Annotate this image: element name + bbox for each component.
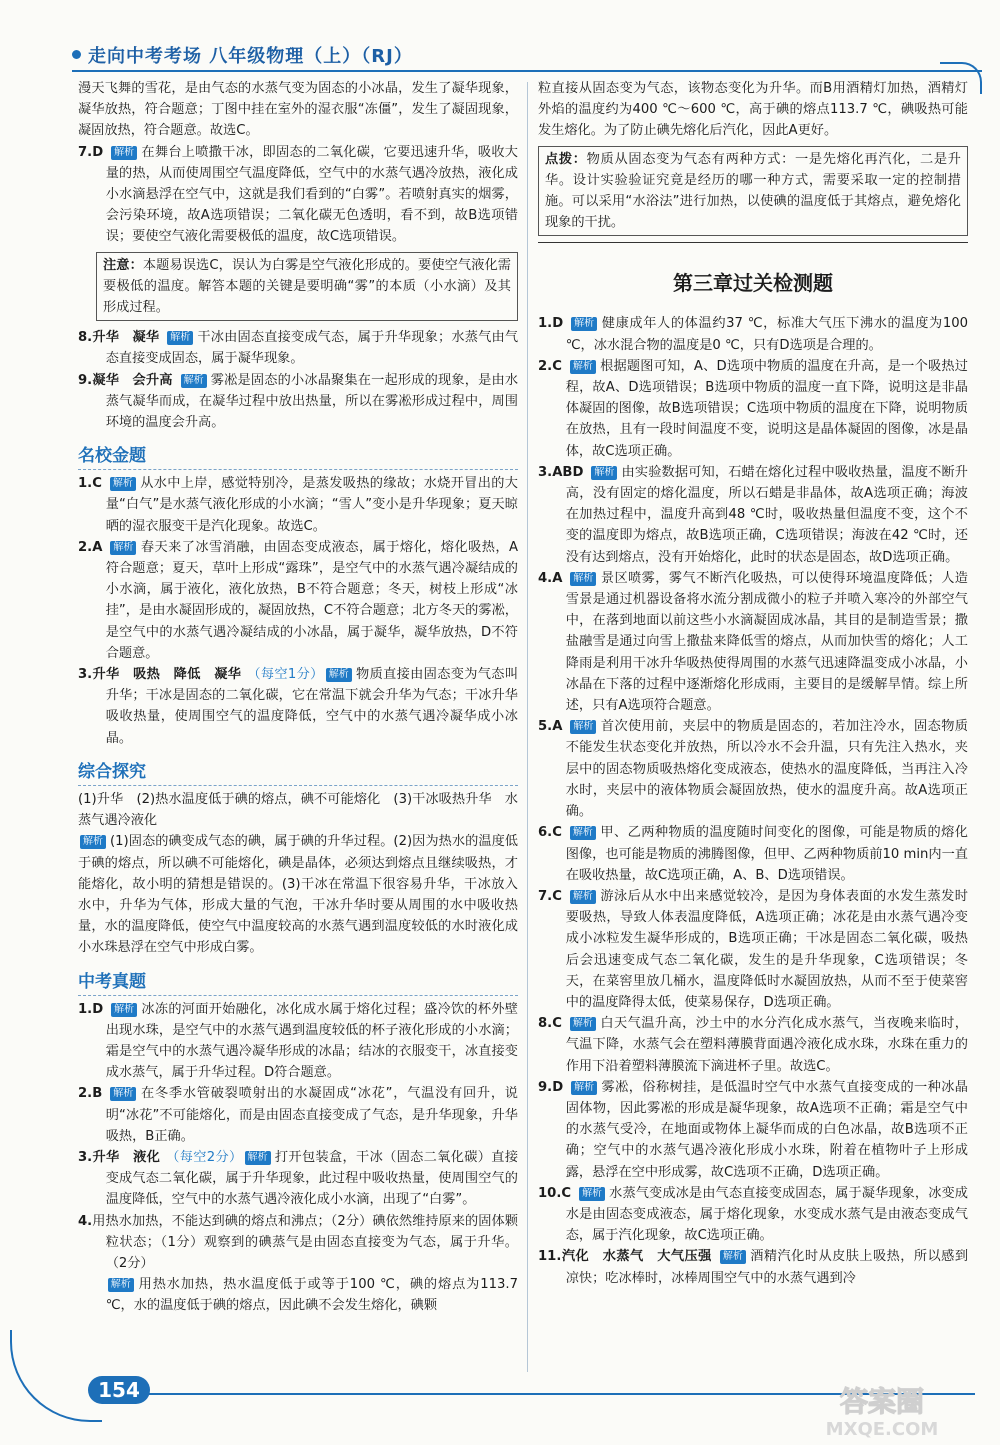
watermark-logo [792, 1381, 972, 1441]
score-note: （每空1分） [247, 667, 324, 683]
header-rule [72, 70, 982, 72]
item-text: 游泳后从水中出来感觉较冷，是因为身体表面的水发生蒸发时要吸热，导致人体表温度降低，A选项正确；冰花是由水蒸气遇冷变成小冰粒发生凝华形成的，B选项正确；干冰是固态二氧化碳，吸热后会迅速变成气态二氧化碳，发生的是升华现象，C选项错误；冬天，在菜窖里放几桶水，温度降低时水凝固放热，从而不至于使菜窖中的温度降得太低，使菜易保存，D选项正确。 [565, 888, 968, 1010]
column-divider [527, 82, 528, 1372]
item-answer: D [552, 1079, 564, 1095]
item-answer: 凝华 会升高 [92, 372, 173, 388]
book-title: 走向中考考场 八年级物理（上）（RJ） [88, 46, 413, 67]
item-text: 由实验数据可知，石蜡在熔化过程中吸收热量，温度不断升高，没有固定的熔化温度，所以石蜡是非晶体，故A选项正确；海波在加热过程中，温度升高到48 ℃时，吸收热量但温度不变，这个不变的温度即为熔点，故B选项正确，C选项错误；海波在42 ℃时，还没有达到熔点，没有开始熔化，此时的状态是固态，故D选项正确。 [565, 464, 968, 565]
item-number: 10. [538, 1185, 562, 1201]
section-heading: 综合探究 [78, 757, 518, 787]
item-text: 干冰由固态直接变成气态，属于升华现象；水蒸气由气态直接变成固态，属于凝华现象。 [105, 330, 519, 367]
item-text: 打开包装盒，干冰（固态二氧化碳）直接变成气态二氧化碳，属于升华现象，此过程中吸收热量，使周围空气的温度降低，空气中的水蒸气遇冷液化成小水滴，出现了“白雾”。 [105, 1149, 519, 1208]
answer-item [78, 999, 518, 1084]
footer-corner-curve [10, 1330, 102, 1422]
answer-item [78, 327, 518, 369]
analysis-tag: 解析 [571, 317, 597, 331]
item-number: 1. [538, 316, 553, 332]
answer-item [78, 537, 518, 664]
analysis-tag: 解析 [570, 360, 596, 374]
item-text: 甲、乙两种物质的温度随时间变化的图像，可能是物质的熔化图像，也可能是物质的沸腾图像，但甲、乙两种物质前10 min内一直在吸收热量，故C选项正确，A、B、D选项错误。 [565, 825, 968, 883]
item-answer: 升华 凝华 [92, 330, 160, 346]
item-number: 9. [78, 372, 93, 388]
item-text: 酒精汽化时从皮肤上吸热，所以感到凉快；吃冰棒时，冰棒周围空气中的水蒸气遇到冷 [565, 1249, 969, 1286]
header-bullet-icon [72, 50, 81, 59]
inquiry-answer: (1)升华 (2)热水温度低于碘的熔点，碘不可能熔化 (3)干冰吸热升华 水蒸气遇冷液化 [78, 791, 518, 829]
item-number: 4. [538, 570, 553, 586]
item-number: 2. [78, 1086, 93, 1102]
item-answer: ABD [552, 464, 584, 480]
tip-label: 点拨： [545, 151, 587, 167]
item-number: 1. [78, 476, 93, 492]
answer-item [538, 462, 968, 568]
item-text: 冰冻的河面开始融化，冰化成水属于熔化过程；盛冷饮的杯外壁出现水珠，是空气中的水蒸气遇到温度较低的杯子液化形成的小水滴；霜是空气中的水蒸气遇冷凝华形成的冰晶；结冰的衣服变干，冰直接变成水蒸气，属于升华过程。D符合题意。 [105, 1001, 518, 1081]
item-text: 健康成年人的体温约37 ℃，标准大气压下沸水的温度为100 ℃，冰水混合物的温度是0 ℃，只有D选项是合理的。 [565, 316, 968, 353]
chapter-title: 第三章过关检测题 [673, 271, 833, 296]
answer-item [78, 1083, 518, 1147]
item-answer: A [552, 570, 563, 586]
section-heading: 名校金题 [78, 441, 518, 471]
item-text: 雾凇是固态的小冰晶聚集在一起形成的现象，是由水蒸气凝华而成，在凝华过程中放出热量，所以在雾凇形成过程中，周围环境的温度会升高。 [105, 372, 519, 431]
item-text: 在冬季水管破裂喷射出的水凝固成“冰花”，气温没有回升，说明“冰花”不可能熔化，而是由固态直接变成了气态，是升华现象，升华吸热，B正确。 [105, 1086, 518, 1144]
analysis-tag: 解析 [570, 826, 596, 840]
item-number: 6. [538, 825, 553, 841]
answer-item [538, 886, 968, 1013]
answer-item [78, 142, 518, 248]
answer-item [538, 1013, 968, 1077]
analysis-tag: 解析 [591, 466, 617, 480]
tip-text: 物质从固态变为气态有两种方式：一是先熔化再汽化，二是升华。设计实验验证究竟是经历的哪一种方式，需要采取一定的控制措施。可以采用“水浴法”进行加热，以使碘的温度低于其熔点，避免熔化现象的干扰。 [545, 151, 961, 231]
analysis-tag: 解析 [110, 1087, 136, 1101]
item-number: 2. [538, 358, 553, 374]
item-answer: 升华 液化 [92, 1149, 161, 1165]
right-column [538, 78, 968, 1289]
left-column [78, 78, 518, 1317]
item-text: 春天来了冰雪消融，由固态变成液态，属于熔化，熔化吸热，A符合题意；夏天，草叶上形成“露珠”，是空气中的水蒸气遇冷凝结成的小水滴，属于液化，液化放热，B不符合题意；冬天，树枝上形成“冰挂”，是由水凝固形成的，凝固放热，C不符合题意；北方冬天的雾凇，是空气中的水蒸气遇冷凝结成的小冰晶，属于凝华，凝华放热，D不符合题意。 [105, 539, 518, 661]
item-answer: A [552, 719, 563, 735]
item-answer: 升华 吸热 降低 凝华 [92, 667, 242, 683]
item-number: 7. [78, 144, 93, 160]
svg-text:MXQE.COM: MXQE.COM [825, 1419, 939, 1440]
tip-box [538, 146, 968, 237]
item-answer: D [92, 1001, 104, 1017]
item-text: 从水中上岸，感觉特别冷，是蒸发吸热的缘故；水烧开冒出的大量“白气”是水蒸气液化形成的小水滴；“雪人”变小是升华现象；夏天晾晒的湿衣服变干是汽化现象。故选C。 [105, 476, 518, 534]
item-number: 3. [78, 667, 93, 683]
analysis-tag: 解析 [570, 720, 596, 734]
item-number: 3. [538, 464, 553, 480]
note-box [96, 252, 518, 322]
item-answer: 汽化 水蒸气 大气压强 [561, 1249, 712, 1265]
svg-text:答案圈: 答案圈 [839, 1385, 925, 1418]
item-number: 11. [538, 1249, 562, 1265]
analysis-tag: 解析 [108, 1278, 134, 1292]
answer-item [538, 568, 968, 716]
note-label: 注意： [103, 257, 143, 273]
analysis-tag: 解析 [245, 1151, 271, 1165]
item-text: 首次使用前，夹层中的物质是固态的，若加注冷水，固态物质不能发生状态变化并放热，所以冷水不会升温，只有先注入热水，夹层中的固态物质吸热熔化变成液态，使热水的温度降低，当再注入冷水时，夹层中的液体物质会凝固放热，使水的温度升高。故A选项正确。 [565, 719, 968, 820]
item-number: 8. [78, 330, 93, 346]
item-number: 5. [538, 719, 553, 735]
item-text: 水蒸气变成冰是由气态直接变成固态，属于凝华现象，冰变成水是由固态变成液态，属于熔化现象，水变成水蒸气是由液态变成气态，属于汽化现象，故C选项正确。 [565, 1185, 968, 1244]
answer-item [538, 1246, 968, 1288]
item-text: 景区喷雾，雾气不断汽化吸热，可以使得环境温度降低；人造雪景是通过机器设备将水流分割成微小的粒子并喷入寒冷的外部空气中，在落到地面以前这些小水滴凝固成冰晶，其目的是制造雪景；撒盐融雪是通过向雪上撒盐来降低雪的熔点，从而加快雪的熔化；人工降雨是利用干冰升华吸热使得周围的水蒸气迅速降温变成小冰晶，小冰晶在下落的过程中逐渐熔化形成雨，主要目的是缓解旱情。综上所述，只有A选项符合题意。 [565, 570, 968, 714]
analysis-text: (1)固态的碘变成气态的碘，属于碘的升华过程。(2)因为热水的温度低于碘的熔点，所以碘不可能熔化，碘是晶体，必须达到熔点且继续吸热，才能熔化，故小明的猜想是错误的。(3)干冰在常温下很容易升华，干冰放入水中，升华为气体，形成大量的气泡，干冰升华时要从周围的水中吸收热量，水的温度降低，使空气中温度较高的水蒸气遇到温度较低的水时液化成小水珠悬浮在空气中形成白雾。 [78, 834, 518, 956]
score-note: （每空2分） [166, 1149, 243, 1165]
analysis-tag: 解析 [570, 890, 596, 904]
analysis-tag: 解析 [720, 1250, 746, 1264]
item-number: 7. [538, 888, 553, 904]
inquiry-analysis [78, 831, 518, 958]
analysis-tag: 解析 [326, 668, 352, 682]
item-answer: C [552, 1016, 562, 1032]
answer-item [538, 356, 968, 462]
analysis-tag: 解析 [579, 1187, 605, 1201]
item-number: 8. [538, 1016, 553, 1032]
item-text: 用热水加热，不能达到碘的熔点和沸点；（2分）碘依然维持原来的固体颗粒状态；（1分）观察到的碘蒸气是由固态直接变为气态，属于升华。（2分） [92, 1213, 518, 1271]
answer-item [78, 473, 518, 537]
item-answer: C [552, 825, 562, 841]
note-text: 本题易误选C，误认为白雾是空气液化形成的。要使空气液化需要极低的温度。解答本题的关键是要明确“雾”的本质（小水滴）及其形成过程。 [103, 257, 511, 316]
item-text: 物质直接由固态变为气态叫升华；干冰是固态的二氧化碳，它在常温下就会升华为气态；干冰升华吸收热量，使周围空气的温度降低，空气中的水蒸气遇冷凝华成小冰晶。 [105, 667, 519, 746]
item-answer: D [552, 316, 564, 332]
item-answer: C [552, 888, 562, 904]
answer-item [78, 1211, 518, 1317]
analysis-tag: 解析 [571, 1081, 597, 1095]
item-answer: D [92, 144, 104, 160]
analysis-tag: 解析 [167, 331, 193, 345]
analysis-tag: 解析 [110, 477, 136, 491]
analysis-tag: 解析 [111, 1003, 137, 1017]
analysis-tag: 解析 [181, 374, 207, 388]
answer-item [538, 1077, 968, 1183]
item-text: 根据题图可知，A、D选项中物质的温度在升高，是一个吸热过程，故A、D选项错误；B选项中物质的温度一直下降，说明这是非晶体凝固的图像，故B选项错误；C选项中物质的温度在下降，说明物质在放热，且有一段时间温度不变，说明这是晶体凝固的图像，冰是晶体，故C选项正确。 [565, 358, 968, 459]
analysis-tag: 解析 [570, 1017, 596, 1031]
answer-item [538, 716, 968, 822]
item-number: 1. [78, 1001, 93, 1017]
continued-text: 粒直接从固态变为气态，该物态变化为升华。而B用酒精灯加热，酒精灯外焰的温度约为400 ℃～600 ℃，高于碘的熔点113.7 ℃，碘吸热可能发生熔化。为了防止碘先熔化后汽化，因此A更好。 [538, 81, 968, 139]
item-answer: A [92, 539, 103, 555]
page-number: 154 [88, 1376, 150, 1404]
item-number: 9. [538, 1079, 553, 1095]
answer-item [78, 370, 518, 434]
item-answer: C [92, 476, 102, 492]
item-number: 3. [78, 1149, 93, 1165]
answer-item [538, 313, 968, 355]
analysis-tag: 解析 [570, 572, 596, 586]
item-answer: C [552, 358, 562, 374]
analysis-tag: 解析 [80, 835, 106, 849]
answer-item [538, 1183, 968, 1247]
answer-item [78, 664, 518, 749]
answer-item [538, 822, 968, 886]
item-text: 白天气温升高，沙土中的水分汽化成水蒸气，当夜晚来临时，气温下降，水蒸气会在塑料薄膜背面遇冷液化成水珠，水珠在重力的作用下沿着塑料薄膜流下滴进杯子里。故选C。 [565, 1016, 968, 1074]
item-answer: C [561, 1185, 572, 1201]
item-number: 4. [78, 1213, 93, 1229]
chapter-rule [538, 242, 968, 243]
analysis-tag: 解析 [111, 146, 137, 160]
section-heading: 中考真题 [78, 967, 518, 997]
analysis-tag: 解析 [110, 541, 136, 555]
item-answer: B [92, 1086, 103, 1102]
continued-text: 漫天飞舞的雪花，是由气态的水蒸气变为固态的小冰晶，发生了凝华现象，凝华放热，符合题意；丁图中挂在室外的湿衣服“冻僵”，发生了凝固现象，凝固放热，符合题意。故选C。 [78, 81, 518, 139]
page-header [72, 40, 982, 74]
item-text: 雾凇，俗称树挂，是低温时空气中水蒸气直接变成的一种冰晶固体物，因此雾凇的形成是凝华现象，故A选项不正确；霜是空气中的水蒸气受冷，在地面或物体上凝华而成的白色冰晶，故B选项不正确；空气中的水蒸气遇冷液化形成小水珠，附着在植物叶子上形成露，悬浮在空中形成雾，故C选项不正确，D选项正确。 [565, 1079, 968, 1180]
answer-item [78, 1147, 518, 1211]
item-text: 用热水加热，热水温度低于或等于100 ℃，碘的熔点为113.7 ℃，水的温度低于碘的熔点，因此碘不会发生熔化，碘颗 [105, 1277, 518, 1314]
item-number: 2. [78, 539, 93, 555]
item-text: 在舞台上喷撒干冰，即固态的二氧化碳，它要迅速升华，吸收大量的热，从而使周围空气温度降低，空气中的水蒸气遇冷放热，液化成小水滴悬浮在空气中，这就是我们看到的“白雾”。若喷射真实的烟雾，会污染环境，故A选项错误；二氧化碳无色透明，看不到，故B选项错误；要使空气液化需要极低的温度，故C选项错误。 [105, 144, 518, 245]
